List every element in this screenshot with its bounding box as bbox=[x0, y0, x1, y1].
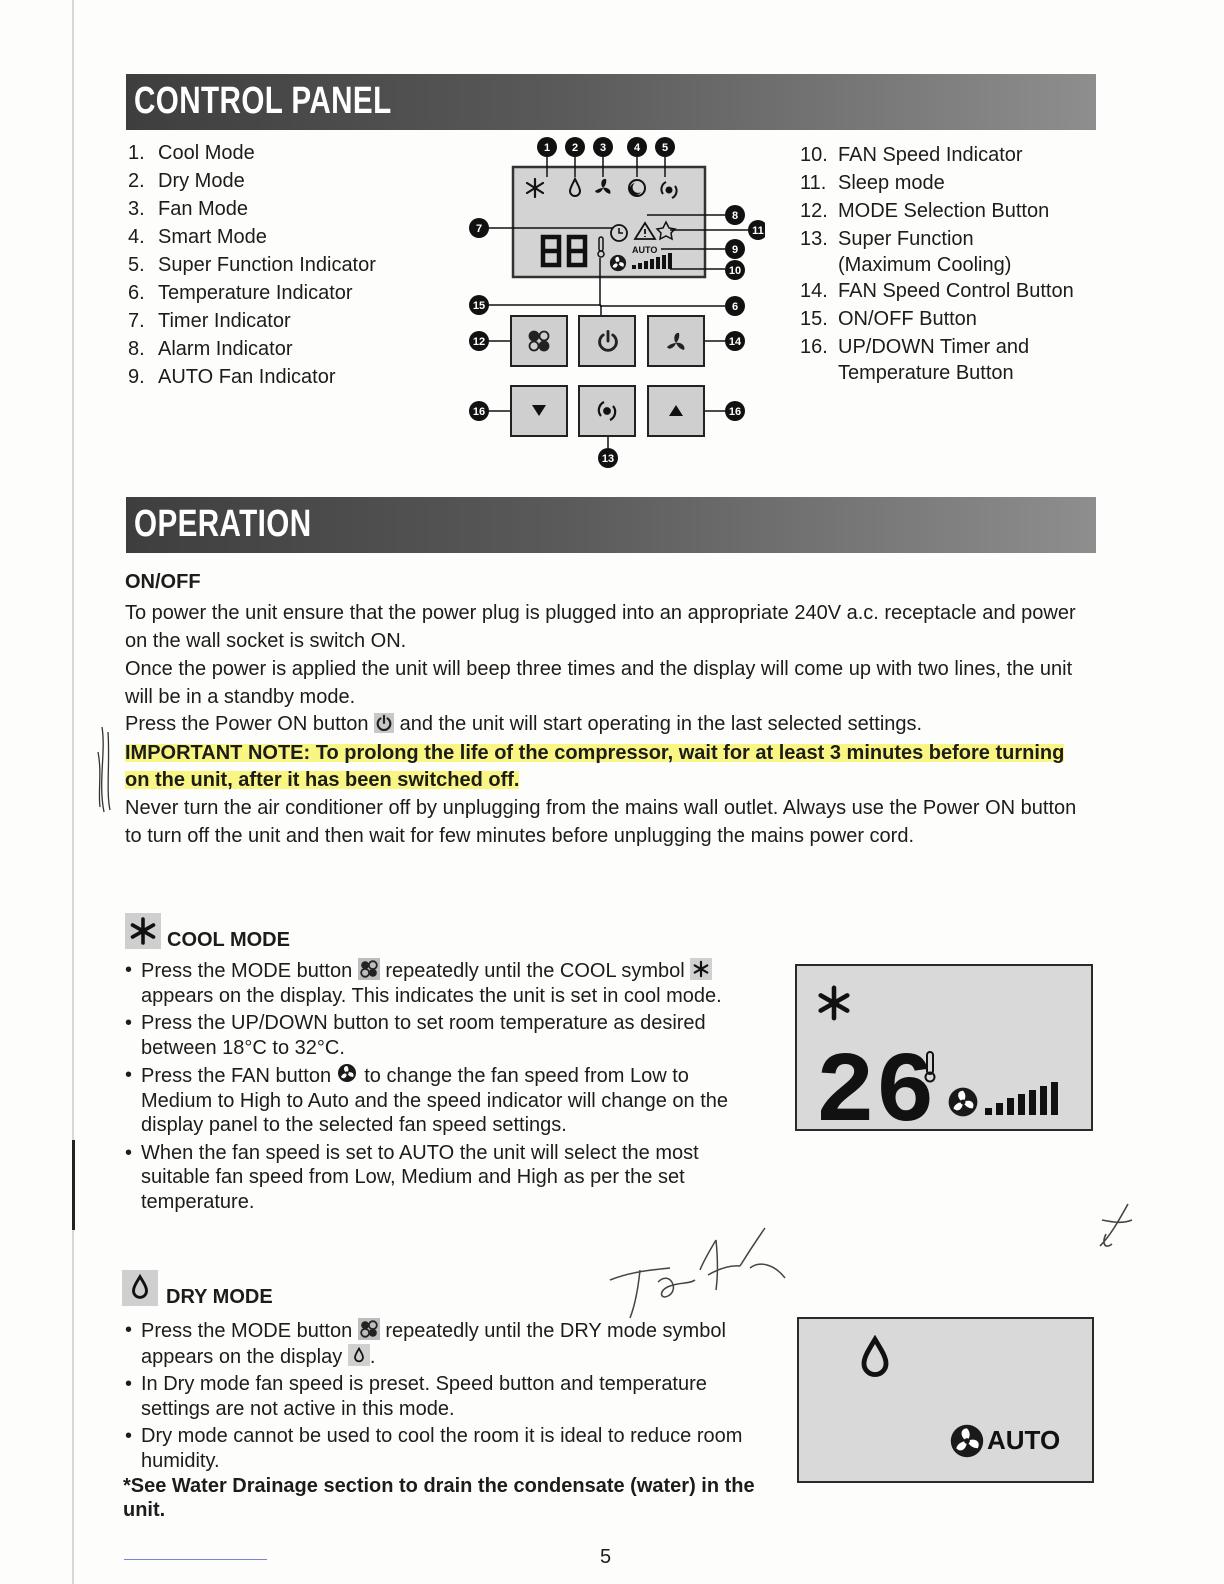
operation-header bbox=[126, 497, 1096, 553]
legend-left bbox=[128, 139, 428, 391]
legend-item: 4. Smart Mode bbox=[128, 226, 267, 248]
legend-item: 7. Timer Indicator bbox=[128, 310, 291, 332]
list-item: • Press the MODE button repeatedly until the COOL symbol appears on the display. This indicates the unit is set in cool mode. bbox=[125, 958, 765, 1008]
svg-text:16: 16 bbox=[728, 406, 742, 418]
operation-title: OPERATION bbox=[134, 503, 312, 545]
svg-text:16: 16 bbox=[472, 406, 486, 418]
svg-text:6: 6 bbox=[731, 301, 739, 313]
list-item: • In Dry mode fan speed is preset. Speed button and temperature settings are not active in this mode. bbox=[125, 1372, 765, 1421]
control-panel-title: CONTROL PANEL bbox=[134, 80, 392, 122]
legend-item: 9. AUTO Fan Indicator bbox=[128, 366, 336, 388]
dry-mode-display-graphic bbox=[799, 1319, 1092, 1481]
onoff-paragraph-3: Press the Power ON button and the unit will start operating in the last selected settings. bbox=[125, 713, 923, 735]
legend-item: 6. Temperature Indicator bbox=[128, 282, 353, 304]
scan-edge-mark bbox=[72, 1140, 75, 1230]
cool-mode-display bbox=[795, 964, 1093, 1131]
list-item: • Press the UP/DOWN button to set room temperature as desired between 18°C to 32°C. bbox=[125, 1011, 765, 1060]
legend-item: 14. FAN Speed Control Button bbox=[800, 280, 1074, 302]
legend-item: 12. MODE Selection Button bbox=[800, 200, 1050, 222]
bottom-rule bbox=[124, 1559, 267, 1560]
svg-text:7: 7 bbox=[475, 223, 483, 235]
cool-mode-display-graphic bbox=[797, 966, 1091, 1129]
onoff-paragraph-2: Once the power is applied the unit will beep three times and the display will come up with two lines, the unit will be in a standby mode. bbox=[125, 658, 1073, 708]
onoff-paragraph-1: To power the unit ensure that the power plug is plugged into an appropriate 240V a.c. receptacle and power on the wall socket is switch ON. bbox=[125, 602, 1076, 652]
legend-item: 13. Super Function (Maximum Cooling) bbox=[800, 228, 1012, 276]
display-temperature: 26 bbox=[815, 1038, 936, 1129]
legend-item: 10. FAN Speed Indicator bbox=[800, 144, 1023, 166]
svg-text:1: 1 bbox=[543, 142, 551, 154]
scan-edge bbox=[72, 0, 74, 1584]
water-drainage-note: *See Water Drainage section to drain the condensate (water) in the unit. bbox=[123, 1475, 755, 1521]
svg-text:8: 8 bbox=[731, 210, 739, 222]
legend-item: 16. UP/DOWN Timer and Temperature Button bbox=[800, 336, 1030, 384]
legend-item: 15. ON/OFF Button bbox=[800, 308, 977, 330]
legend-item: 2. Dry Mode bbox=[128, 170, 245, 192]
legend-item: 5. Super Function Indicator bbox=[128, 254, 376, 276]
svg-text:10: 10 bbox=[728, 265, 742, 277]
mode-button-icon bbox=[358, 1318, 380, 1340]
auto-fan-indicator: AUTO bbox=[632, 245, 658, 255]
onoff-paragraph-4: Never turn the air conditioner off by unplugging from the mains wall outlet. Always use the Power ON button to turn off the unit and then wait for few minutes before unplugging the mains power cord. bbox=[125, 797, 1077, 847]
auto-fan-indicator: AUTO bbox=[987, 1425, 1061, 1455]
dry-mode-display bbox=[797, 1317, 1094, 1483]
fan-speed-icon bbox=[610, 255, 626, 271]
fan-speed-indicator bbox=[985, 1082, 1058, 1115]
svg-text:13: 13 bbox=[601, 453, 615, 465]
dry-mode-steps bbox=[125, 1318, 765, 1476]
power-icon bbox=[374, 713, 394, 733]
handwritten-signature bbox=[600, 1220, 800, 1320]
important-note: IMPORTANT NOTE: To prolong the life of the compressor, wait for at least 3 minutes before turning on the unit, after it has been switched off. bbox=[125, 742, 1065, 791]
handwritten-mark bbox=[92, 722, 122, 817]
legend-right bbox=[800, 141, 1100, 385]
cool-mode-steps bbox=[125, 958, 765, 1217]
mode-selection-button bbox=[511, 316, 567, 366]
svg-text:2: 2 bbox=[571, 142, 579, 154]
svg-text:14: 14 bbox=[728, 336, 742, 348]
control-panel-header bbox=[126, 74, 1096, 130]
control-panel-diagram bbox=[465, 133, 765, 478]
cool-symbol-icon bbox=[821, 988, 848, 1018]
svg-text:5: 5 bbox=[661, 142, 669, 154]
fan-icon bbox=[949, 1088, 978, 1117]
list-item: • When the fan speed is set to AUTO the unit will select the most suitable fan speed from Low, Medium and High as per the set temperature. bbox=[125, 1141, 765, 1215]
legend-item: 1. Cool Mode bbox=[128, 142, 255, 164]
list-item: • Press the MODE button repeatedly until the DRY mode symbol appears on the display . bbox=[125, 1318, 765, 1369]
fan-icon bbox=[337, 1063, 359, 1085]
svg-text:12: 12 bbox=[472, 336, 486, 348]
svg-text:11: 11 bbox=[752, 225, 764, 237]
dry-symbol-icon bbox=[864, 1339, 886, 1374]
onoff-heading: ON/OFF bbox=[125, 571, 201, 593]
svg-text:15: 15 bbox=[472, 300, 486, 312]
legend-item: 11. Sleep mode bbox=[800, 172, 945, 194]
dry-mode-heading: DRY MODE bbox=[122, 1270, 273, 1306]
dry-symbol-icon bbox=[348, 1344, 370, 1366]
cool-symbol-icon bbox=[690, 958, 712, 980]
legend-item: 8. Alarm Indicator bbox=[128, 338, 293, 360]
cool-mode-icon bbox=[125, 913, 161, 949]
handwritten-mark bbox=[1092, 1198, 1136, 1254]
svg-text:3: 3 bbox=[599, 142, 607, 154]
cool-mode-heading: COOL MODE bbox=[125, 913, 290, 949]
page-number: 5 bbox=[600, 1546, 612, 1568]
mode-button-icon bbox=[358, 958, 380, 980]
list-item: • Dry mode cannot be used to cool the room it is ideal to reduce room humidity. bbox=[125, 1424, 765, 1473]
legend-item: 3. Fan Mode bbox=[128, 198, 249, 220]
dry-mode-icon bbox=[122, 1270, 158, 1306]
fan-icon bbox=[951, 1425, 983, 1457]
list-item: • Press the FAN button to change the fan speed from Low to Medium to High to Auto and the speed indicator will change on the display panel to the selected fan speed settings. bbox=[125, 1063, 765, 1138]
svg-text:9: 9 bbox=[731, 244, 739, 256]
svg-text:4: 4 bbox=[633, 142, 641, 154]
